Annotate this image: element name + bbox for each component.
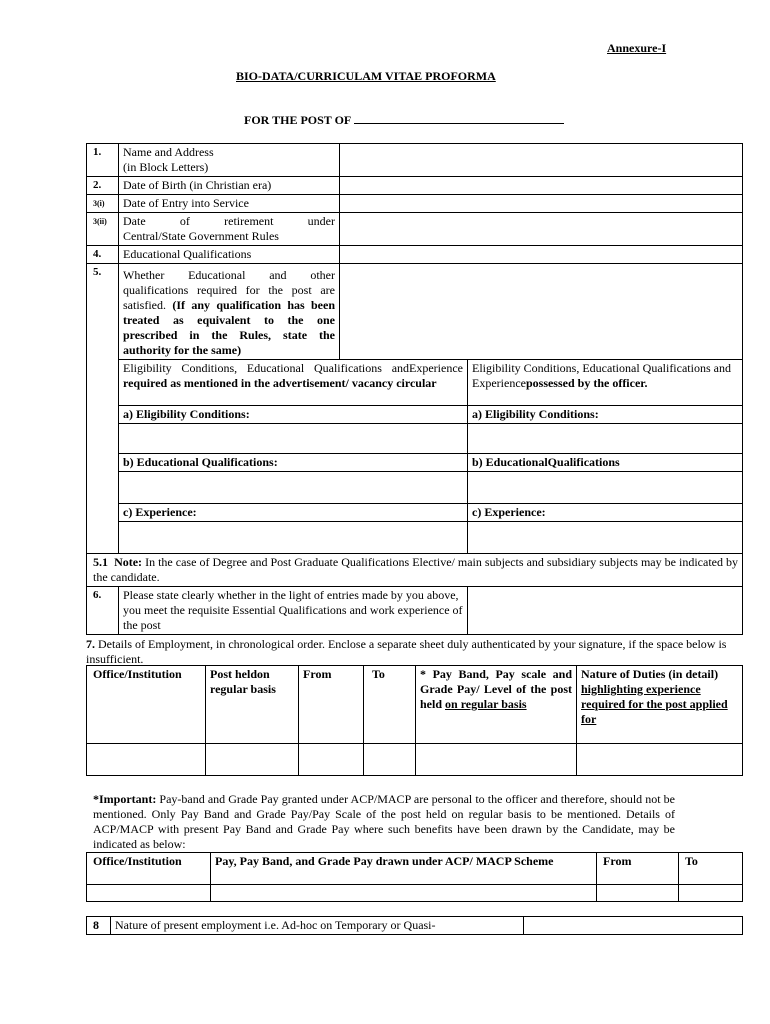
row-number: 2.: [87, 177, 119, 195]
eligibility-possessed-bold: possessed by the officer.: [525, 376, 648, 390]
col-header-pay: [416, 666, 577, 744]
row-number: 6.: [87, 587, 119, 635]
row-label-line: Name and Address: [123, 145, 214, 159]
acp-pay-field[interactable]: [211, 885, 597, 902]
eligibility-conditions-label-right: a) Eligibility Conditions:: [468, 406, 743, 424]
employment-intro: [86, 637, 742, 667]
table-row: [87, 454, 743, 472]
acp-col-office: Office/Institution: [87, 853, 211, 885]
table-row: [87, 472, 743, 504]
table-header-row: [87, 666, 743, 744]
acp-from-field[interactable]: [597, 885, 679, 902]
table-row: [87, 144, 743, 177]
eligibility-required-header: [119, 360, 468, 406]
row8-table: [86, 916, 743, 935]
bio-data-table: [86, 143, 743, 635]
note-label: Note:: [114, 555, 143, 569]
educational-qualifications-possessed-field[interactable]: [468, 472, 743, 504]
eligibility-required-text: Eligibility Conditions, Educational Qualifications andExperience: [123, 361, 463, 375]
row-label-line: (in Block Letters): [123, 160, 209, 174]
row-label: [119, 264, 340, 360]
post-field[interactable]: [206, 744, 299, 776]
important-text: Pay-band and Grade Pay granted under ACP/MACP are personal to the officer and therefore, should not be mentioned. Only Pay Band and Grade Pay/Pay Scale of the post held on regular basis to be mentioned. Details of ACP/MACP with present Pay Band and Grade Pay where such benefits have been drawn by the Candidate, may be indicated as below:: [93, 792, 675, 851]
table-row: [87, 504, 743, 522]
row-label: [119, 144, 340, 177]
row-label-line: Central/State Government Rules: [123, 229, 279, 243]
table-row: [87, 424, 743, 454]
from-field[interactable]: [299, 744, 364, 776]
col-header-pay-underline: on regular basis: [445, 697, 527, 711]
eligibility-conditions-possessed-field[interactable]: [468, 424, 743, 454]
table-row: [87, 406, 743, 424]
qualifications-satisfied-field[interactable]: [340, 264, 743, 360]
col-header-post: Post heldon regular basis: [206, 666, 299, 744]
table-header-row: [87, 853, 743, 885]
employment-intro-text: Details of Employment, in chronological order. Enclose a separate sheet duly authenticated by your signature, if the space below is insufficient.: [86, 637, 727, 666]
row-label: Date of Entry into Service: [119, 195, 340, 213]
table-row: [87, 195, 743, 213]
name-address-field[interactable]: [340, 144, 743, 177]
table-row: [87, 744, 743, 776]
eligibility-required-bold: required as mentioned in the advertisement/ vacancy circular: [123, 376, 437, 390]
row5-bold-text: (If any qualification has been treated as equivalent to the one prescribed in the Rules, state the authority for the same): [123, 298, 335, 357]
table-row: [87, 885, 743, 902]
row-number: 5.: [87, 264, 119, 554]
form-title: BIO-DATA/CURRICULAM VITAE PROFORMA: [236, 69, 496, 83]
eligibility-conditions-label-left: a) Eligibility Conditions:: [119, 406, 468, 424]
section-number: 7.: [86, 637, 95, 651]
row-label: Date of Birth (in Christian era): [119, 177, 340, 195]
table-row: [87, 246, 743, 264]
row-number: 3(i): [87, 195, 119, 213]
col-header-nature-underline: highlighting experience required for the post applied for: [581, 682, 728, 726]
acp-col-to: To: [679, 853, 743, 885]
note-number: 5.1: [93, 555, 108, 569]
meets-requirements-field[interactable]: [468, 587, 743, 635]
experience-label-left: c) Experience:: [119, 504, 468, 522]
experience-required-field[interactable]: [119, 522, 468, 554]
row-number: 4.: [87, 246, 119, 264]
col-header-office: Office/Institution: [87, 666, 206, 744]
table-row: [87, 554, 743, 587]
present-employment-field[interactable]: [524, 917, 743, 935]
table-row: [87, 360, 743, 406]
to-field[interactable]: [364, 744, 416, 776]
office-field[interactable]: [87, 744, 206, 776]
post-label: FOR THE POST OF: [244, 113, 351, 127]
row-label: Educational Qualifications: [119, 246, 340, 264]
date-of-retirement-field[interactable]: [340, 213, 743, 246]
date-of-entry-field[interactable]: [340, 195, 743, 213]
employment-table: [86, 665, 743, 776]
col-header-nature-text: Nature of Duties (in detail): [581, 667, 719, 681]
eligibility-conditions-required-field[interactable]: [119, 424, 468, 454]
post-label-line: [244, 113, 564, 128]
acp-col-pay: Pay, Pay Band, and Grade Pay drawn under ACP/ MACP Scheme: [211, 853, 597, 885]
row5-text: Whether Educational and other qualifications required for the post are satisfied.: [123, 268, 335, 312]
eligibility-possessed-header: [468, 360, 743, 406]
educational-qualifications-field[interactable]: [340, 246, 743, 264]
nature-field[interactable]: [577, 744, 743, 776]
col-header-to: To: [364, 666, 416, 744]
table-row: [87, 587, 743, 635]
acp-col-from: From: [597, 853, 679, 885]
table-row: [87, 264, 743, 360]
experience-label-right: c) Experience:: [468, 504, 743, 522]
acp-to-field[interactable]: [679, 885, 743, 902]
table-row: [87, 917, 743, 935]
row-number: 8: [87, 917, 111, 935]
row-number: 3(ii): [87, 213, 119, 246]
important-label: *Important:: [93, 792, 157, 806]
row8-label: Nature of present employment i.e. Ad-hoc on Temporary or Quasi-: [111, 917, 524, 935]
eligibility-possessed-text: Eligibility Conditions, Educational Qualifications and Experience: [472, 361, 731, 390]
acp-macp-table: [86, 852, 743, 902]
pay-field[interactable]: [416, 744, 577, 776]
note-5-1: [87, 554, 743, 587]
educational-qualifications-label-left: b) Educational Qualifications:: [119, 454, 468, 472]
row-label-line: Date of retirement under: [123, 214, 335, 228]
post-name-field[interactable]: [354, 113, 564, 124]
date-of-birth-field[interactable]: [340, 177, 743, 195]
row-label: [119, 213, 340, 246]
table-row: [87, 522, 743, 554]
important-note: [93, 792, 675, 852]
table-row: [87, 177, 743, 195]
annexure-label: Annexure-I: [607, 41, 667, 55]
educational-qualifications-label-right: b) EducationalQualifications: [468, 454, 743, 472]
experience-possessed-field[interactable]: [468, 522, 743, 554]
row-label: Please state clearly whether in the light of entries made by you above, you meet the requisite Essential Qualifications and work experience of the post: [119, 587, 468, 635]
row-number: 1.: [87, 144, 119, 177]
note-text: In the case of Degree and Post Graduate Qualifications Elective/ main subjects and subsidiary subjects may be indicated by the candidate.: [93, 555, 739, 584]
acp-office-field[interactable]: [87, 885, 211, 902]
educational-qualifications-required-field[interactable]: [119, 472, 468, 504]
col-header-pay-text: * Pay Band, Pay scale and Grade Pay/ Level of the post held: [420, 667, 572, 711]
col-header-from: From: [299, 666, 364, 744]
table-row: [87, 213, 743, 246]
col-header-nature: [577, 666, 743, 744]
